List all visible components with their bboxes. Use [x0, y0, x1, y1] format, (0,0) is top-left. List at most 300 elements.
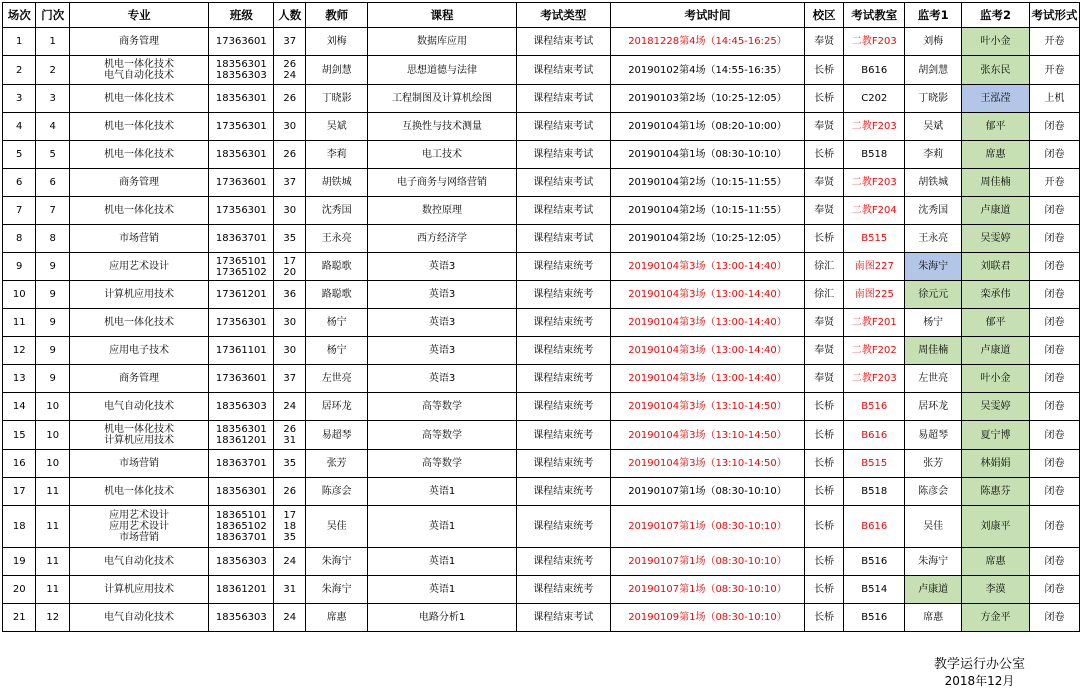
- cell-major: [69, 309, 208, 337]
- cell-major: [69, 225, 208, 253]
- cell-proctor1: 陈彦会: [905, 478, 962, 506]
- cell-count: [274, 337, 306, 365]
- cell-line: 18356301: [215, 424, 267, 435]
- cell-class: [209, 253, 274, 281]
- cell-proctor2: 叶小金: [962, 28, 1030, 56]
- cell-line: 24: [283, 70, 297, 81]
- cell-teacher: 王永亮: [306, 225, 368, 253]
- cell-major: [69, 421, 208, 450]
- cell-line: 26: [283, 486, 297, 497]
- cell-room: 南图227: [844, 253, 905, 281]
- table-row: [3, 450, 1080, 478]
- cell-count: [274, 450, 306, 478]
- cell-proctor2: 卢康道: [962, 337, 1030, 365]
- cell-session: 20: [3, 576, 36, 604]
- cell-exam-form: 闭卷: [1030, 576, 1080, 604]
- cell-exam-type: 课程结束统考: [516, 309, 610, 337]
- cell-campus: 长桥: [805, 85, 844, 113]
- cell-campus: 徐汇: [805, 281, 844, 309]
- cell-campus: 奉贤: [805, 28, 844, 56]
- cell-line: 18356301: [215, 486, 267, 497]
- cell-major: [69, 281, 208, 309]
- cell-proctor1: 卢康道: [905, 576, 962, 604]
- cell-proctor1: 沈秀国: [905, 197, 962, 225]
- cell-class: [209, 225, 274, 253]
- cell-session: 4: [3, 113, 36, 141]
- cell-exam-form: 闭卷: [1030, 113, 1080, 141]
- cell-teacher: 路聪歌: [306, 281, 368, 309]
- cell-exam-time: 20190104第3场（13:00-14:40）: [610, 253, 804, 281]
- cell-session: 21: [3, 604, 36, 632]
- cell-course-index: 1: [36, 28, 69, 56]
- header-course-index: 门次: [36, 3, 69, 28]
- cell-course-index: 10: [36, 450, 69, 478]
- header-exam-type: 考试类型: [516, 3, 610, 28]
- cell-proctor2: 郁平: [962, 309, 1030, 337]
- cell-line: 18356303: [215, 556, 267, 567]
- cell-exam-type: 课程结束统考: [516, 365, 610, 393]
- header-major: 专业: [69, 3, 208, 28]
- cell-proctor1: 朱海宁: [905, 253, 962, 281]
- cell-line: 18: [283, 521, 297, 532]
- cell-line: 商务管理: [119, 36, 160, 47]
- cell-major: [69, 141, 208, 169]
- cell-course-index: 9: [36, 281, 69, 309]
- cell-count: [274, 85, 306, 113]
- cell-exam-type: 课程结束统考: [516, 281, 610, 309]
- cell-session: 17: [3, 478, 36, 506]
- cell-exam-time: 20190107第1场（08:30-10:10）: [610, 576, 804, 604]
- cell-exam-type: 课程结束考试: [516, 197, 610, 225]
- cell-exam-time: 20190109第1场（08:30-10:10）: [610, 604, 804, 632]
- header-class: 班级: [209, 3, 274, 28]
- cell-exam-type: 课程结束统考: [516, 450, 610, 478]
- cell-teacher: 左世亮: [306, 365, 368, 393]
- header-room: 考试教室: [844, 3, 905, 28]
- cell-course: 英语3: [368, 309, 516, 337]
- cell-room: B514: [844, 576, 905, 604]
- cell-major: [69, 337, 208, 365]
- cell-count: [274, 478, 306, 506]
- cell-line: 市场营销: [119, 233, 160, 244]
- cell-course: 思想道德与法律: [368, 56, 516, 85]
- cell-campus: 长桥: [805, 604, 844, 632]
- cell-teacher: 李莉: [306, 141, 368, 169]
- cell-count: [274, 506, 306, 548]
- cell-count: [274, 253, 306, 281]
- table-row: [3, 576, 1080, 604]
- cell-line: 商务管理: [119, 177, 160, 188]
- cell-proctor1: 胡剑慧: [905, 56, 962, 85]
- cell-teacher: 张芳: [306, 450, 368, 478]
- cell-line: 37: [283, 373, 297, 384]
- cell-major: [69, 113, 208, 141]
- cell-count: [274, 281, 306, 309]
- cell-major: [69, 253, 208, 281]
- cell-course-index: 11: [36, 506, 69, 548]
- cell-room: B515: [844, 225, 905, 253]
- cell-proctor1: 刘梅: [905, 28, 962, 56]
- cell-count: [274, 113, 306, 141]
- cell-exam-time: 20190107第1场（08:30-10:10）: [610, 478, 804, 506]
- cell-room: 二教F203: [844, 113, 905, 141]
- cell-course-index: 8: [36, 225, 69, 253]
- cell-count: [274, 197, 306, 225]
- cell-exam-type: 课程结束考试: [516, 85, 610, 113]
- cell-room: 二教F203: [844, 28, 905, 56]
- cell-count: [274, 576, 306, 604]
- cell-proctor2: 刘联君: [962, 253, 1030, 281]
- cell-line: 电气自动化技术: [104, 612, 175, 623]
- cell-major: [69, 28, 208, 56]
- cell-line: 18365102: [215, 521, 267, 532]
- cell-campus: 长桥: [805, 421, 844, 450]
- cell-course: 英语3: [368, 365, 516, 393]
- cell-count: [274, 56, 306, 85]
- cell-exam-type: 课程结束考试: [516, 113, 610, 141]
- cell-line: 机电一体化技术: [104, 93, 175, 104]
- cell-proctor1: 周佳楠: [905, 337, 962, 365]
- cell-proctor1: 吴斌: [905, 113, 962, 141]
- cell-line: 30: [283, 121, 297, 132]
- cell-exam-form: 上机: [1030, 85, 1080, 113]
- cell-line: 电气自动化技术: [104, 401, 175, 412]
- cell-major: [69, 450, 208, 478]
- cell-line: 36: [283, 289, 297, 300]
- cell-line: 机电一体化技术: [104, 205, 175, 216]
- cell-proctor2: 刘康平: [962, 506, 1030, 548]
- cell-line: 17356301: [215, 205, 267, 216]
- cell-campus: 长桥: [805, 548, 844, 576]
- cell-class: [209, 113, 274, 141]
- cell-exam-form: 闭卷: [1030, 365, 1080, 393]
- cell-exam-form: 闭卷: [1030, 478, 1080, 506]
- cell-exam-form: 开卷: [1030, 56, 1080, 85]
- cell-proctor2: 方金平: [962, 604, 1030, 632]
- cell-room: 二教F202: [844, 337, 905, 365]
- cell-course: 英语3: [368, 253, 516, 281]
- cell-count: [274, 421, 306, 450]
- table-row: [3, 169, 1080, 197]
- cell-line: 24: [283, 612, 297, 623]
- cell-proctor2: 陈惠芬: [962, 478, 1030, 506]
- cell-count: [274, 365, 306, 393]
- cell-line: 18356301: [215, 59, 267, 70]
- cell-line: 18361201: [215, 584, 267, 595]
- cell-teacher: 杨宁: [306, 337, 368, 365]
- cell-line: 18363701: [215, 532, 267, 543]
- cell-line: 37: [283, 177, 297, 188]
- cell-exam-type: 课程结束考试: [516, 56, 610, 85]
- cell-course-index: 4: [36, 113, 69, 141]
- table-row: [3, 141, 1080, 169]
- cell-line: 市场营销: [119, 532, 160, 543]
- cell-line: 18361201: [215, 435, 267, 446]
- cell-class: [209, 85, 274, 113]
- header-exam-time: 考试时间: [610, 3, 804, 28]
- cell-proctor1: 易超琴: [905, 421, 962, 450]
- cell-line: 24: [283, 401, 297, 412]
- cell-course-index: 11: [36, 548, 69, 576]
- cell-exam-form: 开卷: [1030, 28, 1080, 56]
- cell-line: 机电一体化技术: [104, 424, 175, 435]
- cell-course: 英语1: [368, 548, 516, 576]
- cell-proctor1: 居环龙: [905, 393, 962, 421]
- cell-class: [209, 281, 274, 309]
- cell-line: 机电一体化技术: [104, 317, 175, 328]
- cell-session: 19: [3, 548, 36, 576]
- cell-exam-time: 20190104第3场（13:10-14:50）: [610, 393, 804, 421]
- cell-room: 南图225: [844, 281, 905, 309]
- cell-exam-form: 闭卷: [1030, 337, 1080, 365]
- cell-line: 应用艺术设计: [109, 510, 170, 521]
- cell-count: [274, 548, 306, 576]
- header-campus: 校区: [805, 3, 844, 28]
- cell-proctor2: 周佳楠: [962, 169, 1030, 197]
- cell-exam-time: 20190104第3场（13:10-14:50）: [610, 450, 804, 478]
- cell-line: 26: [283, 424, 297, 435]
- cell-class: [209, 421, 274, 450]
- cell-course: 电路分析1: [368, 604, 516, 632]
- cell-teacher: 朱海宁: [306, 576, 368, 604]
- cell-class: [209, 450, 274, 478]
- cell-campus: 长桥: [805, 450, 844, 478]
- cell-course-index: 9: [36, 309, 69, 337]
- cell-campus: 奉贤: [805, 113, 844, 141]
- cell-session: 3: [3, 85, 36, 113]
- cell-line: 18363701: [215, 458, 267, 469]
- cell-proctor1: 席惠: [905, 604, 962, 632]
- cell-line: 计算机应用技术: [104, 289, 175, 300]
- cell-line: 18363701: [215, 233, 267, 244]
- cell-campus: 奉贤: [805, 309, 844, 337]
- cell-proctor2: 叶小金: [962, 365, 1030, 393]
- cell-campus: 奉贤: [805, 365, 844, 393]
- cell-session: 15: [3, 421, 36, 450]
- cell-session: 9: [3, 253, 36, 281]
- cell-line: 17363601: [215, 36, 267, 47]
- cell-exam-time: 20190104第2场（10:15-11:55）: [610, 169, 804, 197]
- table-row: [3, 197, 1080, 225]
- cell-teacher: 路聪歌: [306, 253, 368, 281]
- cell-proctor2: 吴雯婷: [962, 393, 1030, 421]
- cell-exam-time: 20190104第1场（08:20-10:00）: [610, 113, 804, 141]
- cell-line: 18356301: [215, 93, 267, 104]
- cell-class: [209, 56, 274, 85]
- cell-teacher: 沈秀国: [306, 197, 368, 225]
- cell-major: [69, 169, 208, 197]
- cell-exam-form: 闭卷: [1030, 506, 1080, 548]
- cell-line: 26: [283, 149, 297, 160]
- cell-course-index: 9: [36, 337, 69, 365]
- cell-proctor2: 王泓滢: [962, 85, 1030, 113]
- cell-line: 26: [283, 59, 297, 70]
- cell-class: [209, 548, 274, 576]
- cell-proctor1: 吴佳: [905, 506, 962, 548]
- cell-line: 应用艺术设计: [109, 521, 170, 532]
- table-row: [3, 309, 1080, 337]
- cell-line: 应用艺术设计: [109, 261, 170, 272]
- cell-course: 工程制图及计算机绘图: [368, 85, 516, 113]
- cell-proctor2: 卢康道: [962, 197, 1030, 225]
- cell-proctor2: 张东民: [962, 56, 1030, 85]
- cell-line: 机电一体化技术: [104, 121, 175, 132]
- cell-course-index: 3: [36, 85, 69, 113]
- cell-course: 英语1: [368, 506, 516, 548]
- header-proctor2: 监考2: [962, 3, 1030, 28]
- cell-exam-type: 课程结束考试: [516, 225, 610, 253]
- cell-line: 机电一体化技术: [104, 486, 175, 497]
- cell-exam-type: 课程结束统考: [516, 393, 610, 421]
- cell-room: 二教F203: [844, 169, 905, 197]
- cell-line: 应用电子技术: [109, 345, 170, 356]
- cell-class: [209, 478, 274, 506]
- cell-course-index: 9: [36, 365, 69, 393]
- cell-line: 18356303: [215, 612, 267, 623]
- cell-line: 37: [283, 36, 297, 47]
- cell-course-index: 12: [36, 604, 69, 632]
- cell-line: 电气自动化技术: [104, 70, 175, 81]
- cell-teacher: 杨宁: [306, 309, 368, 337]
- cell-line: 18365101: [215, 510, 267, 521]
- cell-line: 31: [283, 435, 297, 446]
- cell-line: 17363601: [215, 373, 267, 384]
- header-count: 人数: [274, 3, 306, 28]
- table-row: [3, 604, 1080, 632]
- cell-exam-type: 课程结束统考: [516, 506, 610, 548]
- cell-exam-type: 课程结束考试: [516, 28, 610, 56]
- cell-session: 8: [3, 225, 36, 253]
- cell-exam-form: 闭卷: [1030, 450, 1080, 478]
- cell-line: 18356301: [215, 149, 267, 160]
- table-row: [3, 506, 1080, 548]
- table-row: [3, 478, 1080, 506]
- cell-line: 17: [283, 510, 297, 521]
- exam-schedule-table: [2, 2, 1080, 632]
- cell-exam-form: 闭卷: [1030, 253, 1080, 281]
- cell-teacher: 吴斌: [306, 113, 368, 141]
- header-proctor1: 监考1: [905, 3, 962, 28]
- cell-session: 10: [3, 281, 36, 309]
- cell-class: [209, 393, 274, 421]
- cell-exam-form: 闭卷: [1030, 225, 1080, 253]
- cell-proctor2: 李漠: [962, 576, 1030, 604]
- cell-course-index: 2: [36, 56, 69, 85]
- cell-campus: 奉贤: [805, 197, 844, 225]
- cell-line: 31: [283, 584, 297, 595]
- cell-proctor1: 左世亮: [905, 365, 962, 393]
- table-row: [3, 56, 1080, 85]
- table-row: [3, 113, 1080, 141]
- header-row: [3, 3, 1080, 28]
- cell-exam-form: 闭卷: [1030, 393, 1080, 421]
- cell-session: 12: [3, 337, 36, 365]
- cell-proctor2: 吴雯婷: [962, 225, 1030, 253]
- cell-exam-form: 闭卷: [1030, 548, 1080, 576]
- cell-exam-time: 20190104第3场（13:00-14:40）: [610, 281, 804, 309]
- cell-count: [274, 309, 306, 337]
- cell-line: 17365101: [215, 255, 267, 267]
- cell-session: 18: [3, 506, 36, 548]
- cell-count: [274, 169, 306, 197]
- cell-exam-type: 课程结束统考: [516, 548, 610, 576]
- cell-proctor1: 杨宁: [905, 309, 962, 337]
- cell-teacher: 陈彦会: [306, 478, 368, 506]
- cell-session: 6: [3, 169, 36, 197]
- cell-room: 二教F204: [844, 197, 905, 225]
- cell-exam-time: 20190104第3场（13:00-14:40）: [610, 337, 804, 365]
- cell-exam-time: 20190104第2场（10:25-12:05）: [610, 225, 804, 253]
- cell-course: 高等数学: [368, 393, 516, 421]
- cell-room: B616: [844, 56, 905, 85]
- cell-count: [274, 604, 306, 632]
- footer-office: 教学运行办公室: [933, 657, 1025, 672]
- cell-line: 26: [283, 93, 297, 104]
- table-row: [3, 337, 1080, 365]
- cell-exam-time: 20190107第1场（08:30-10:10）: [610, 506, 804, 548]
- cell-exam-form: 闭卷: [1030, 141, 1080, 169]
- cell-teacher: 胡剑慧: [306, 56, 368, 85]
- cell-teacher: 朱海宁: [306, 548, 368, 576]
- cell-line: 17361101: [215, 345, 267, 356]
- cell-campus: 徐汇: [805, 253, 844, 281]
- cell-proctor2: 栾承伟: [962, 281, 1030, 309]
- cell-exam-time: 20181228第4场（14:45-16:25）: [610, 28, 804, 56]
- cell-campus: 长桥: [805, 141, 844, 169]
- cell-exam-form: 闭卷: [1030, 281, 1080, 309]
- cell-course: 电子商务与网络营销: [368, 169, 516, 197]
- cell-campus: 长桥: [805, 56, 844, 85]
- cell-campus: 长桥: [805, 478, 844, 506]
- cell-line: 17: [283, 255, 297, 267]
- cell-session: 14: [3, 393, 36, 421]
- cell-proctor1: 李莉: [905, 141, 962, 169]
- cell-course: 数控原理: [368, 197, 516, 225]
- cell-proctor2: 林娟娟: [962, 450, 1030, 478]
- cell-exam-time: 20190104第3场（13:10-14:50）: [610, 421, 804, 450]
- cell-room: 二教F203: [844, 365, 905, 393]
- cell-course: 西方经济学: [368, 225, 516, 253]
- cell-major: [69, 393, 208, 421]
- cell-course-index: 11: [36, 478, 69, 506]
- cell-campus: 长桥: [805, 393, 844, 421]
- cell-major: [69, 576, 208, 604]
- cell-room: B516: [844, 393, 905, 421]
- cell-room: C202: [844, 85, 905, 113]
- cell-major: [69, 604, 208, 632]
- cell-exam-type: 课程结束统考: [516, 337, 610, 365]
- cell-major: [69, 478, 208, 506]
- cell-course: 高等数学: [368, 450, 516, 478]
- cell-course-index: 10: [36, 393, 69, 421]
- cell-room: 二教F201: [844, 309, 905, 337]
- cell-major: [69, 56, 208, 85]
- footer-date: 2018年12月: [944, 674, 1015, 688]
- cell-room: B616: [844, 421, 905, 450]
- cell-line: 35: [283, 532, 297, 543]
- header-teacher: 教师: [306, 3, 368, 28]
- cell-class: [209, 337, 274, 365]
- cell-line: 电气自动化技术: [104, 556, 175, 567]
- cell-count: [274, 225, 306, 253]
- table-row: [3, 548, 1080, 576]
- cell-count: [274, 141, 306, 169]
- cell-class: [209, 309, 274, 337]
- cell-proctor1: 丁晓影: [905, 85, 962, 113]
- cell-room: B518: [844, 478, 905, 506]
- cell-line: 35: [283, 458, 297, 469]
- cell-room: B516: [844, 548, 905, 576]
